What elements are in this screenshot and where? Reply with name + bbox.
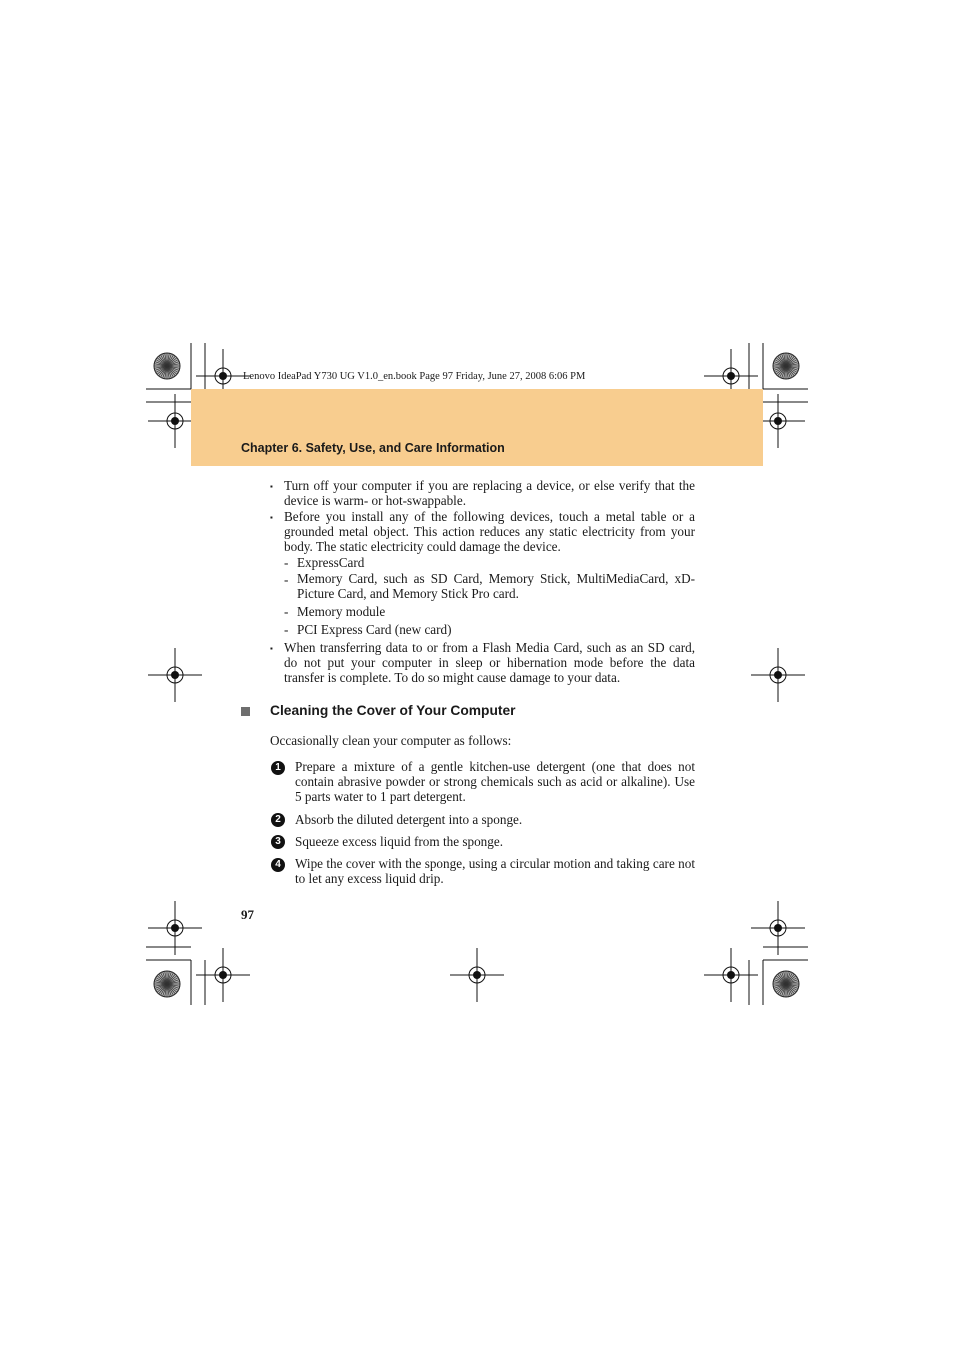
registration-target-dot: [219, 971, 227, 979]
step-text: Absorb the diluted detergent into a sponge.: [295, 812, 523, 827]
sub-item: Memory module: [297, 604, 386, 619]
book-info-line: Lenovo IdeaPad Y730 UG V1.0_en.book Page 97 Friday, June 27, 2008 6:06 PM: [243, 371, 586, 382]
bullet-item: Turn off your computer if you are replacing a device, or else verify that the device is warm- or hot-swappable.: [284, 478, 695, 508]
intro-text: Occasionally clean your computer as follows:: [270, 733, 512, 748]
registration-target-dot: [727, 971, 735, 979]
dash-marker: -: [284, 572, 289, 587]
step-text: Wipe the cover with the sponge, using a circular motion and taking care not to let any excess liquid drip.: [295, 856, 695, 886]
dash-marker: -: [284, 555, 289, 570]
section-marker-icon: [241, 707, 250, 716]
dash-marker: -: [284, 604, 289, 619]
bullet-item: Before you install any of the following devices, touch a metal table or a grounded metal object. This action reduces any static electricity from your body. The static electricity could damage the device.: [284, 509, 695, 554]
sub-item: PCI Express Card (new card): [297, 622, 452, 637]
registration-target-dot: [473, 971, 481, 979]
dash-marker: -: [284, 622, 289, 637]
step-text: Prepare a mixture of a gentle kitchen-use detergent (one that does not contain abrasive powder or strong chemicals such as acid or alkaline). Use 5 parts water to 1 part detergent.: [295, 759, 695, 804]
chapter-title: Chapter 6. Safety, Use, and Care Information: [241, 441, 505, 455]
page-number: 97: [241, 907, 254, 922]
section-title: Cleaning the Cover of Your Computer: [270, 703, 516, 718]
bullet-marker: ▪: [270, 513, 273, 522]
step-number-1: 1: [271, 761, 285, 775]
bullet-marker: ▪: [270, 482, 273, 491]
sub-item: ExpressCard: [297, 555, 365, 570]
registration-target-dot: [774, 417, 782, 425]
registration-target-dot: [171, 671, 179, 679]
step-number-2: 2: [271, 813, 285, 827]
registration-target-dot: [171, 417, 179, 425]
registration-target-dot: [219, 372, 227, 380]
step-number-4: 4: [271, 858, 285, 872]
sub-item: Memory Card, such as SD Card, Memory Stick, MultiMediaCard, xD-Picture Card, and Memory Stick Pro card.: [297, 571, 695, 601]
registration-target-dot: [171, 924, 179, 932]
registration-target-dot: [727, 372, 735, 380]
bullet-marker: ▪: [270, 644, 273, 653]
bullet-item: When transferring data to or from a Flash Media Card, such as an SD card, do not put your computer in sleep or hibernation mode before the data transfer is complete. To do so might cause damage to your data.: [284, 640, 695, 685]
registration-target-dot: [774, 924, 782, 932]
registration-target-dot: [774, 671, 782, 679]
step-number-3: 3: [271, 835, 285, 849]
step-text: Squeeze excess liquid from the sponge.: [295, 834, 504, 849]
